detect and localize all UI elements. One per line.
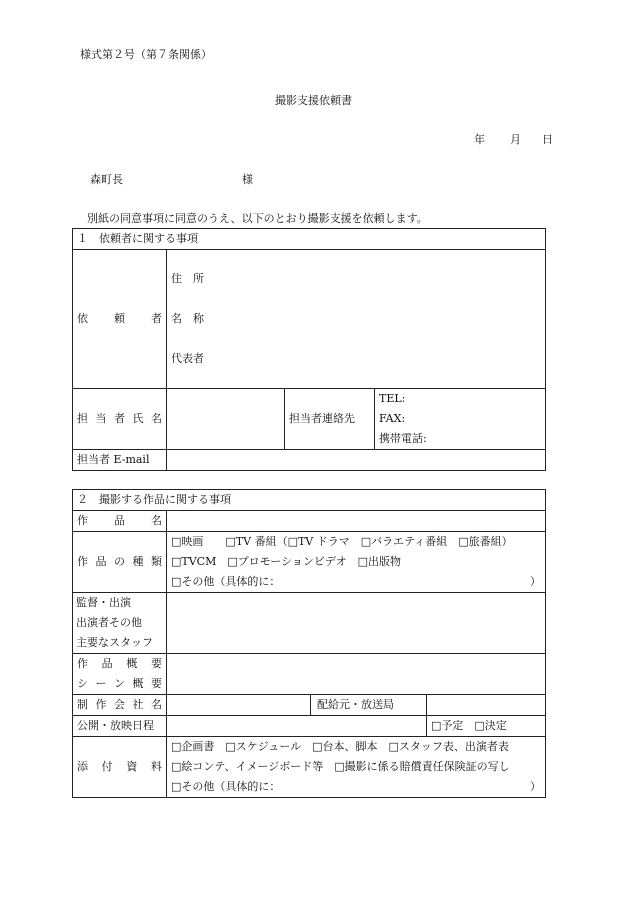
- requester-fields[interactable]: [167, 250, 546, 389]
- company-label: 制 作 会 社 名: [73, 695, 167, 716]
- contact-info-label: 担当者連絡先: [285, 389, 375, 450]
- work-table: [72, 489, 546, 798]
- work-type-options[interactable]: [167, 532, 546, 593]
- work-name-label: 作 品 名: [73, 511, 167, 532]
- staff-field[interactable]: [167, 593, 546, 654]
- staff-label: 監督・出演 出演者その他 主要なスタッフ: [73, 593, 167, 654]
- document-title: 撮影支援依頼書: [275, 94, 352, 107]
- requester-label: 依 頼 者: [73, 250, 167, 389]
- attachments-line-1: □企画書 □スケジュール □台本、脚本 □スタッフ表、出演者表: [171, 740, 509, 753]
- contact-name-label: 担 当 者 氏 名: [73, 389, 167, 450]
- work-type-line-1: □映画 □TV 番組（□TV ドラマ □バラエティ番組 □旅番組）: [171, 535, 513, 548]
- section2-heading: ２ 撮影する作品に関する事項: [73, 490, 546, 511]
- schedule-status[interactable]: □予定 □決定: [427, 716, 546, 737]
- work-type-label: 作 品 の 種 類: [73, 532, 167, 593]
- requester-table: [72, 228, 546, 471]
- company-field[interactable]: [167, 695, 311, 716]
- work-name-field[interactable]: [167, 511, 546, 532]
- summary-label: 作 品 概 要 シ ー ン 概 要: [73, 654, 167, 695]
- date-day: 日: [542, 133, 553, 146]
- date-month: 月: [510, 133, 521, 146]
- distributor-label: 配給元・放送局: [311, 695, 427, 716]
- contact-info-field[interactable]: [375, 389, 546, 450]
- requester-name-label: 名 称: [171, 312, 204, 325]
- schedule-field[interactable]: [167, 716, 427, 737]
- email-field[interactable]: [167, 450, 546, 471]
- attachments-label: 添 付 資 料: [73, 737, 167, 798]
- contact-mobile: 携帯電話:: [379, 432, 427, 445]
- section1-heading: １ 依頼者に関する事項: [73, 229, 546, 250]
- work-type-line-3: □その他（具体的に： ）: [171, 575, 541, 588]
- summary-field[interactable]: [167, 654, 546, 695]
- contact-name-field[interactable]: [167, 389, 285, 450]
- requester-address-label: 住 所: [171, 272, 204, 285]
- date-year: 年: [474, 133, 485, 146]
- addressee-honorific: 様: [242, 173, 253, 186]
- email-label: 担当者 E-mail: [73, 450, 167, 471]
- requester-representative-label: 代表者: [171, 352, 204, 365]
- schedule-label: 公開・放映日程: [73, 716, 167, 737]
- addressee-mayor: 森町長: [90, 173, 123, 186]
- attachments-options[interactable]: [167, 737, 546, 798]
- work-type-line-2: □TVCM □プロモーションビデオ □出版物: [171, 555, 402, 568]
- intro-text: 別紙の同意事項に同意のうえ、以下のとおり撮影支援を依頼します。: [87, 212, 428, 225]
- attachments-line-3: □その他（具体的に： ）: [171, 780, 541, 793]
- attachments-line-2: □絵コンテ、イメージボード等 □撮影に係る賠償責任保険証の写し: [171, 760, 510, 773]
- form-number: 様式第２号（第７条関係）: [80, 48, 212, 61]
- contact-tel: TEL:: [379, 392, 406, 405]
- distributor-field[interactable]: [427, 695, 546, 716]
- contact-fax: FAX:: [379, 412, 406, 425]
